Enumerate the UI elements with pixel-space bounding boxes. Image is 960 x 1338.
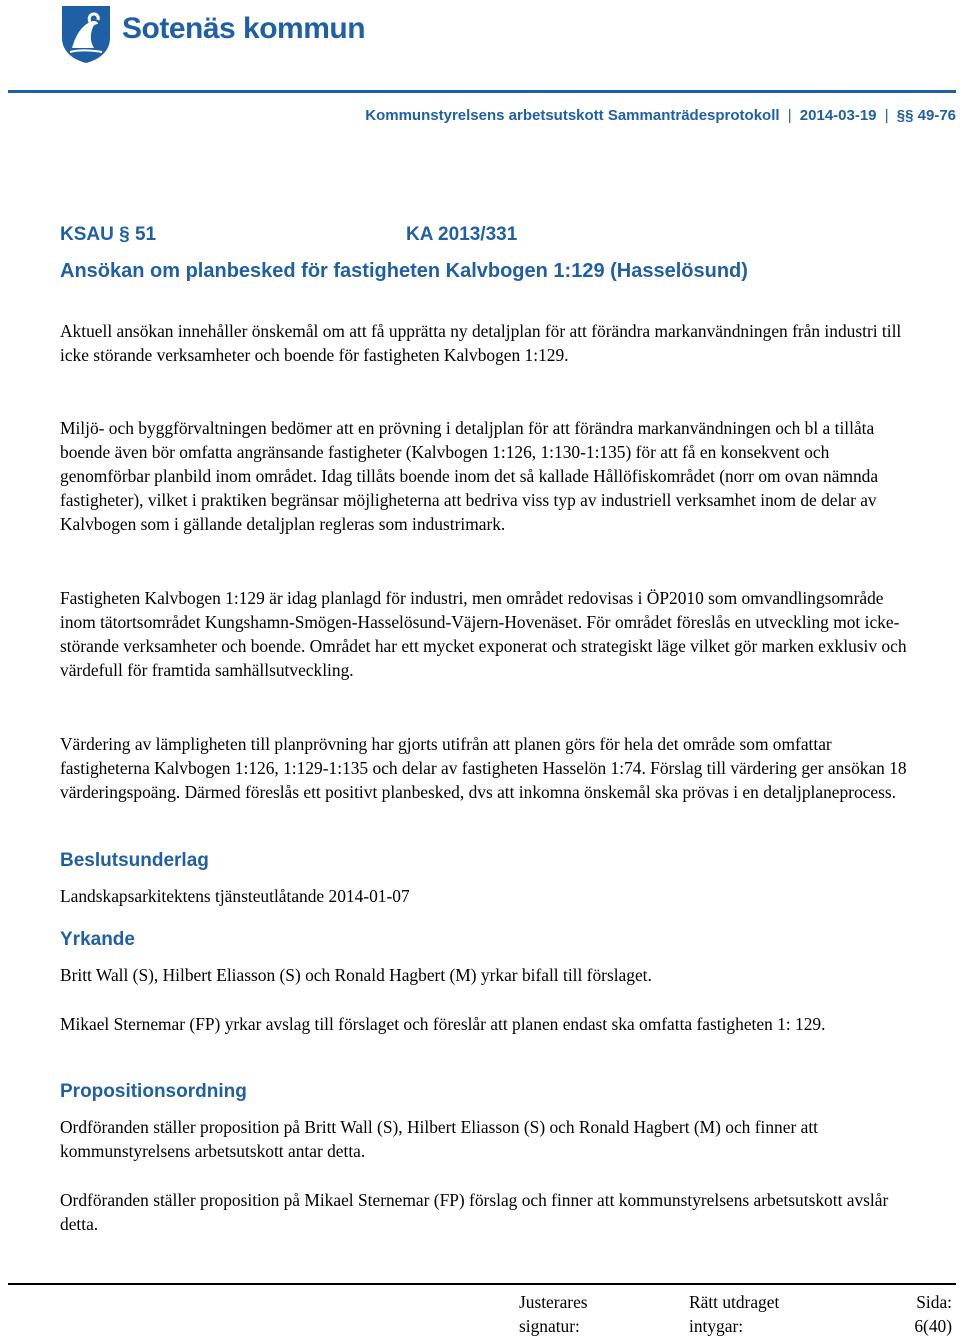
body-paragraph-4: Värdering av lämpligheten till planprövning har gjorts utifrån att planen görs för hela det område som omfattar fastigheterna Kalvbogen 1:126, 1:129-1:135 och delar av fastigheten Hasselön 1:74. Förslag till värdering ger ansökan 18 värderingspoäng. Därmed föreslås ett positivt planbesked, dvs att inkomna önskemål ska prövas i en detaljplaneprocess. bbox=[60, 734, 907, 802]
page-label: Sida: bbox=[916, 1292, 952, 1312]
intygar-label: intygar: bbox=[689, 1316, 744, 1336]
case-reference: KA 2013/331 bbox=[406, 224, 518, 245]
proposition-item-2: Ordföranden ställer proposition på Mikael Sternemar (FP) förslag och finner att kommunstyrelsens arbetsutskott avslår detta. bbox=[60, 1190, 889, 1234]
footer-ratt-utdraget bbox=[689, 1290, 779, 1338]
meeting-date: 2014-03-19 bbox=[799, 107, 877, 124]
justerares-label: Justerares bbox=[519, 1292, 588, 1312]
footer-justerares bbox=[519, 1290, 588, 1338]
footer-rule bbox=[8, 1283, 956, 1285]
beslutsunderlag-text: Landskapsarkitektens tjänsteutlåtande 2014-01-07 bbox=[60, 886, 410, 906]
justerares-signatur-label: signatur: bbox=[519, 1316, 580, 1336]
case-section: KSAU § 51 bbox=[60, 224, 157, 245]
proposition-item-1: Ordföranden ställer proposition på Britt Wall (S), Hilbert Eliasson (S) och Ronald Hagbert (M) och finner att kommunstyrelsens arbetsutskott antar detta. bbox=[60, 1117, 818, 1161]
case-title: Ansökan om planbesked för fastigheten Kalvbogen 1:129 (Hasselösund) bbox=[60, 260, 748, 282]
doc-title: Kommunstyrelsens arbetsutskott Sammanträdesprotokoll bbox=[365, 107, 780, 124]
footer-page bbox=[880, 1290, 952, 1338]
heading-propositionsordning: Propositionsordning bbox=[60, 1081, 247, 1102]
yrkande-item-2: Mikael Sternemar (FP) yrkar avslag till förslaget och föreslår att planen endast ska omfatta fastigheten 1: 129. bbox=[60, 1014, 826, 1034]
org-logo bbox=[60, 4, 112, 64]
yrkande-item-1: Britt Wall (S), Hilbert Eliasson (S) och Ronald Hagbert (M) yrkar bifall till förslaget. bbox=[60, 965, 652, 985]
paragraph-range: §§ 49-76 bbox=[896, 107, 956, 124]
heading-beslutsunderlag: Beslutsunderlag bbox=[60, 850, 209, 871]
heading-yrkande: Yrkande bbox=[60, 929, 135, 950]
body-paragraph-3: Fastigheten Kalvbogen 1:129 är idag planlagd för industri, men området redovisas i ÖP2010 som omvandlingsområde inom tätortsområdet Kungshamn-Smögen-Hasselösund-Väjern-Hovenäset. För området föreslås en utveckling mot icke-störande verksamheter och boende. Området har ett mycket exponerat och strategiskt läge vilket gör marken exklusiv och värdefull för framtida samhällsutveckling. bbox=[60, 588, 907, 680]
header-rule bbox=[8, 90, 956, 93]
separator: | bbox=[787, 107, 792, 124]
separator: | bbox=[884, 107, 889, 124]
body-paragraph-1: Aktuell ansökan innehåller önskemål om att få upprätta ny detaljplan för att förändra markanvändningen från industri till icke störande verksamheter och boende för fastigheten Kalvbogen 1:129. bbox=[60, 321, 902, 365]
protocol-header bbox=[286, 107, 956, 124]
ratt-utdraget-label: Rätt utdraget bbox=[689, 1292, 780, 1312]
shield-swan-icon bbox=[60, 4, 112, 64]
org-name: Sotenäs kommun bbox=[122, 12, 366, 45]
body-paragraph-2: Miljö- och byggförvaltningen bedömer att en prövning i detaljplan för att förändra markanvändningen och bl a tillåta boende även bör omfatta angränsande fastigheter (Kalvbogen 1:126, 1:130-1:135) för att få en konsekvent och genomförbar planbild inom området. Idag tillåts boende inom det så kallade Hållöfiskområdet (norr om ovan nämnda fastigheter), vilket i praktiken begränsar möjligheterna att bedriva viss typ av industriell verksamhet inom de delar av Kalvbogen som i gällande detaljplan regleras som industrimark. bbox=[60, 418, 879, 534]
page-number: 6(40) bbox=[914, 1316, 952, 1336]
